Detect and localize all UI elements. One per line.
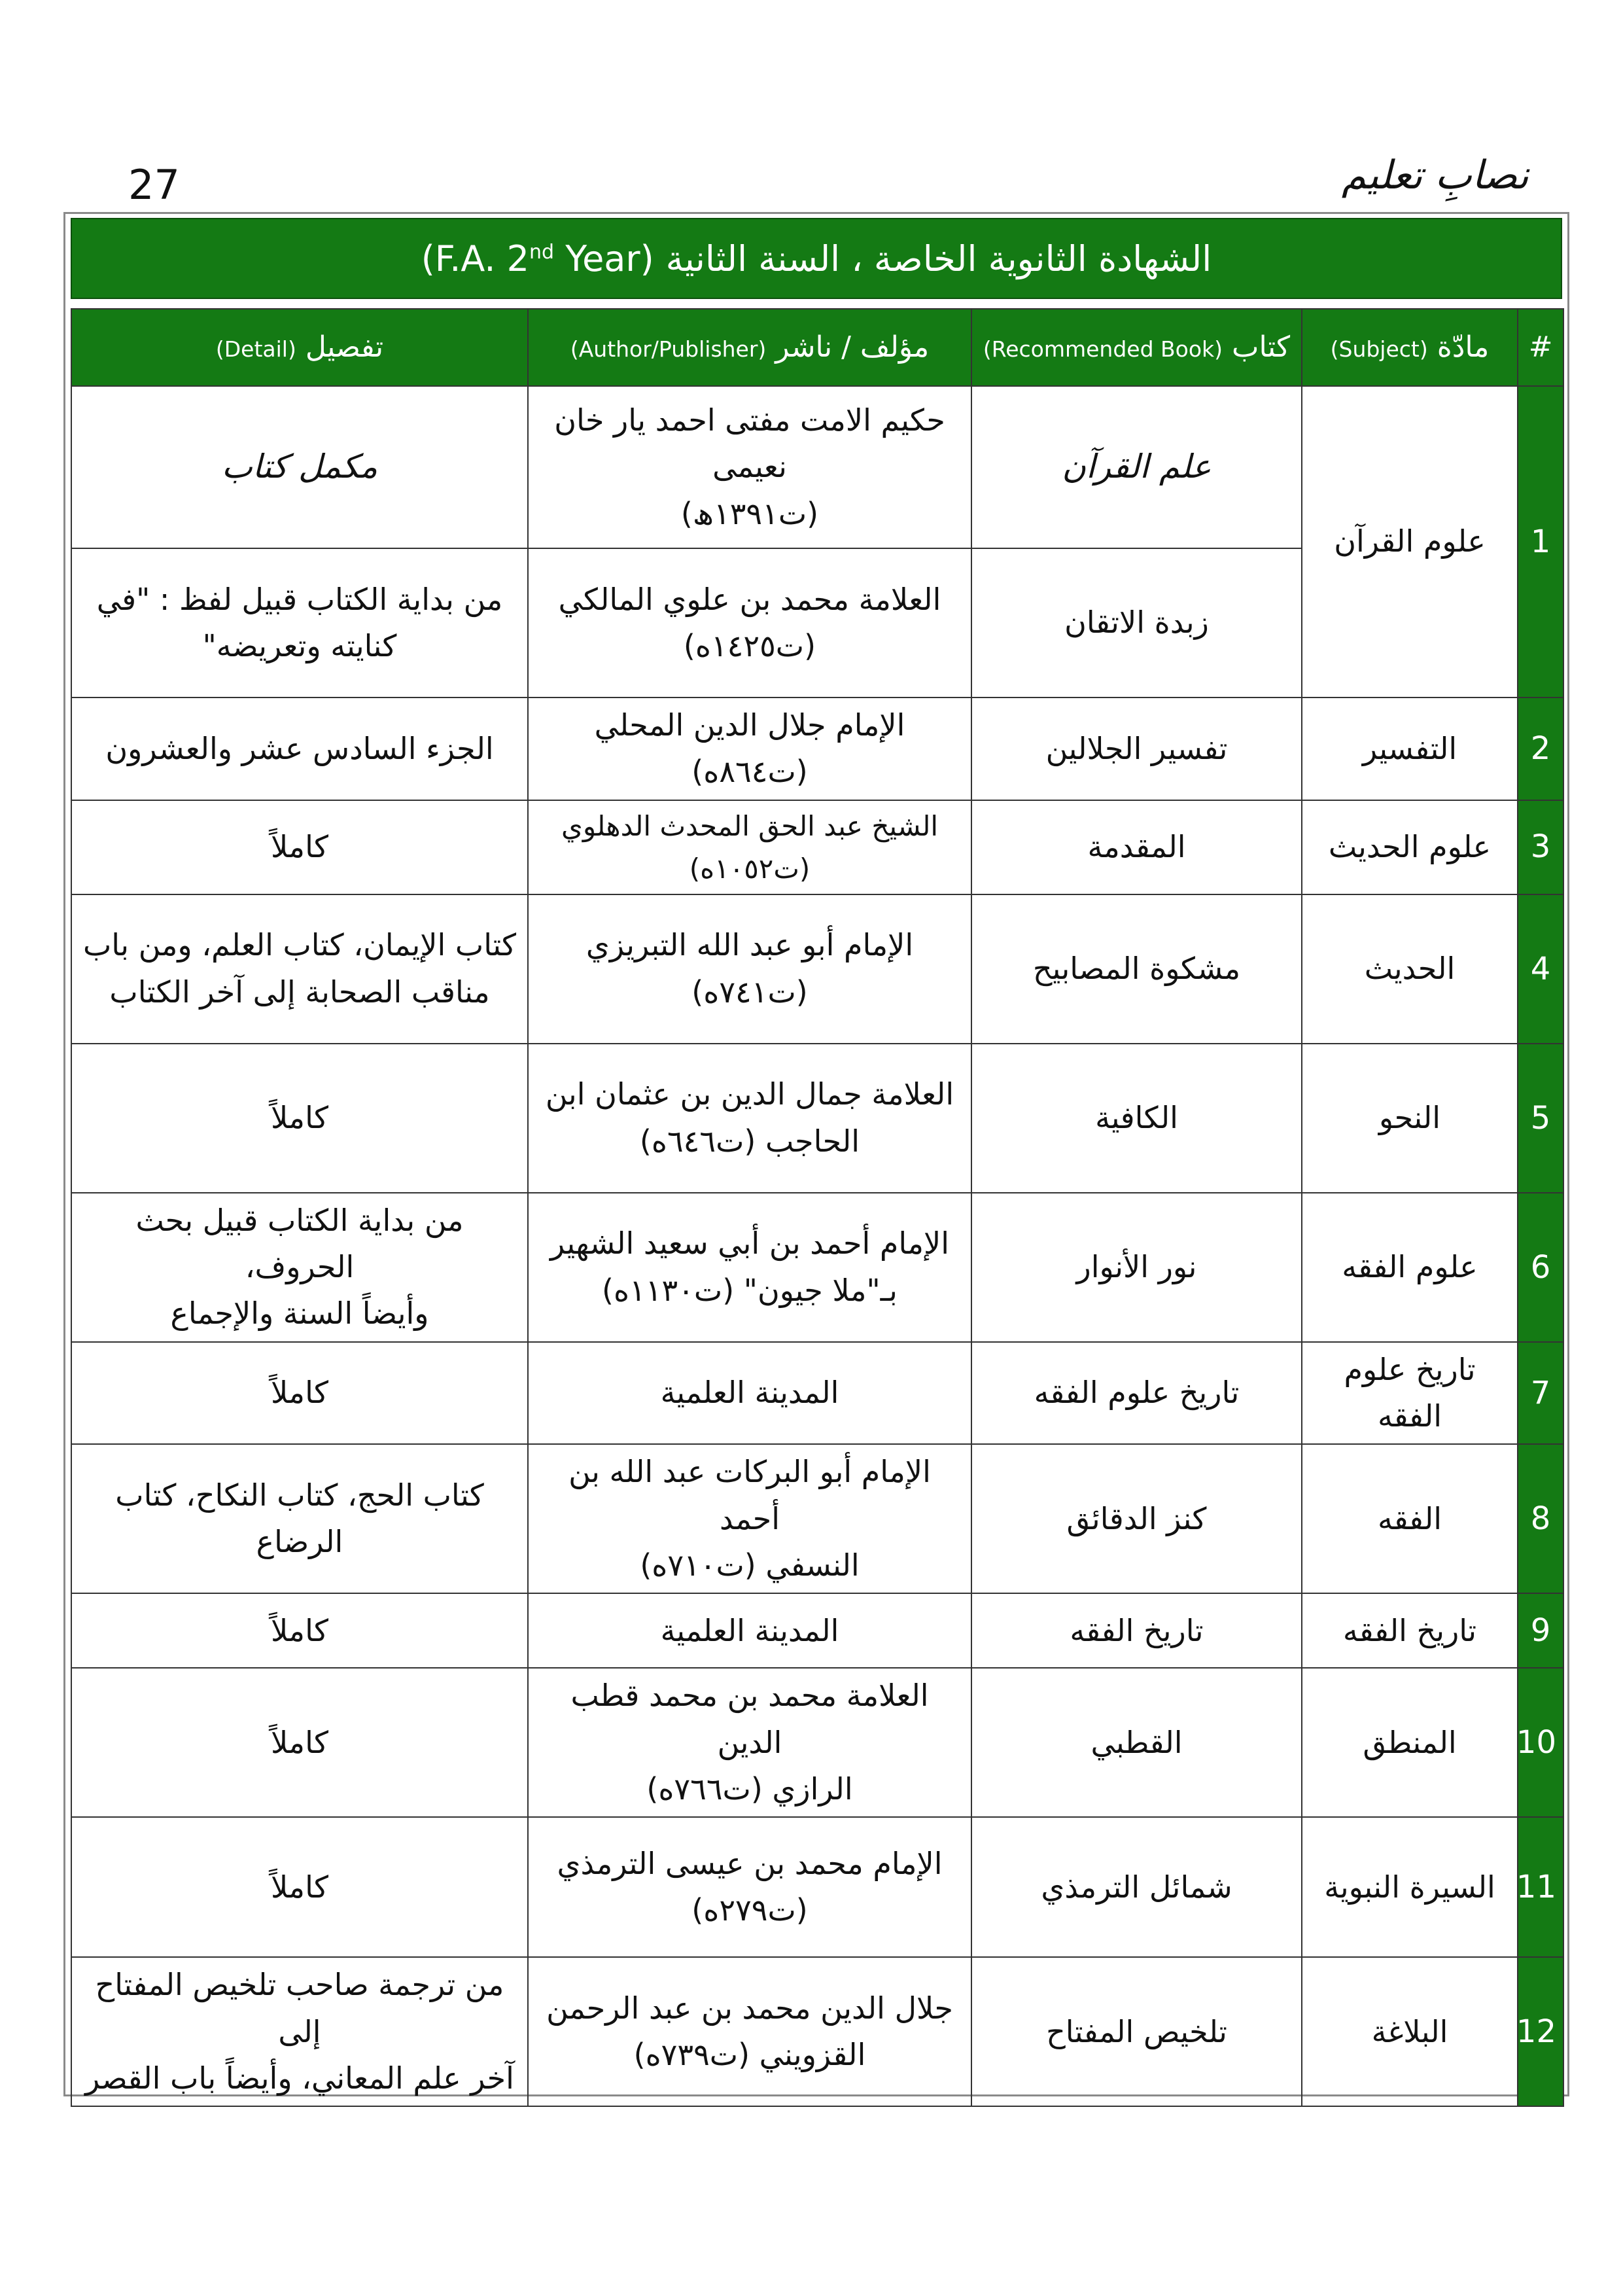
page-number: 27 [128, 161, 180, 209]
author-line-2: النسفي (ت٧١٠ه) [640, 1547, 860, 1583]
row-number: 3 [1518, 800, 1563, 894]
curriculum-table [71, 308, 1564, 2107]
table-row [71, 1668, 1563, 1817]
author-cell: المدينة العلمية [528, 1593, 971, 1668]
subject-cell: المنطق [1302, 1668, 1518, 1817]
author-line-1: الإمام محمد بن عيسى الترمذي [557, 1846, 943, 1882]
author-line-2: القزويني (ت٧٣٩ه) [633, 2037, 866, 2073]
row-number: 4 [1518, 894, 1563, 1044]
book-cell: علم القرآن [971, 386, 1302, 548]
detail-line-2: الرضاع [256, 1524, 343, 1560]
author-cell [528, 1193, 971, 1342]
banner-english-post: Year) [554, 238, 654, 279]
book-cell: تاريخ علوم الفقه [971, 1342, 1302, 1445]
row-number: 5 [1518, 1044, 1563, 1193]
table-row [71, 1342, 1563, 1445]
author-line-2: (ت٢٧٩ه) [691, 1892, 808, 1928]
author-cell [528, 1957, 971, 2106]
col-header-book [971, 309, 1302, 386]
subject-cell: علوم الفقه [1302, 1193, 1518, 1342]
author-cell [528, 1044, 971, 1193]
col-header-author-ar: مؤلف / ناشر [775, 330, 930, 364]
detail-cell: الجزء السادس عشر والعشرون [71, 698, 528, 800]
subject-cell: علوم القرآن [1302, 386, 1518, 698]
row-number: 8 [1518, 1444, 1563, 1593]
col-header-subject [1302, 309, 1518, 386]
author-line-1: حکیم الامت مفتی احمد یار خان نعیمی [554, 402, 945, 485]
detail-line-2: وأيضاً السنة والإجماع [170, 1296, 429, 1332]
book-cell: تاريخ الفقه [971, 1593, 1302, 1668]
author-line-1: الإمام أحمد بن أبي سعيد الشهير [550, 1226, 950, 1262]
table-row [71, 1444, 1563, 1593]
author-cell: الإمام أبو عبد الله التبريزي (ت٧٤١ه) [528, 894, 971, 1044]
detail-cell: كاملاً [71, 1668, 528, 1817]
banner-english-sup: nd [529, 240, 555, 264]
book-cell: تلخيص المفتاح [971, 1957, 1302, 2106]
col-header-subject-en: (Subject) [1330, 336, 1428, 362]
detail-cell [71, 1193, 528, 1342]
author-line-1: العلامة محمد بن محمد قطب الدين [570, 1678, 929, 1760]
book-cell: شمائل الترمذي [971, 1817, 1302, 1957]
author-line-1: العلامة محمد بن علوي المالكي [558, 581, 941, 617]
book-cell: زبدة الاتقان [971, 548, 1302, 698]
detail-line-1: من بداية الكتاب قبيل لفظ : "في [96, 581, 503, 617]
col-header-detail-en: (Detail) [215, 336, 296, 362]
detail-line-2: آخر علم المعاني، وأيضاً باب القصر [85, 2060, 514, 2096]
banner-english-pre: (F.A. 2 [421, 238, 530, 279]
detail-cell [71, 548, 528, 698]
running-title: نصابِ تعلیم [1341, 152, 1529, 198]
author-line-1: العلامة جمال الدين بن عثمان ابن [545, 1076, 954, 1112]
book-cell: تفسير الجلالين [971, 698, 1302, 800]
book-cell: المقدمة [971, 800, 1302, 894]
table-row [71, 698, 1563, 800]
author-cell [528, 1817, 971, 1957]
author-cell [528, 1668, 971, 1817]
table-row [71, 386, 1563, 548]
author-line-2: (ت۱۳۹۱ھ) [680, 495, 819, 531]
book-cell: نور الأنوار [971, 1193, 1302, 1342]
subject-cell: النحو [1302, 1044, 1518, 1193]
author-cell [528, 386, 971, 548]
book-cell: القطبي [971, 1668, 1302, 1817]
detail-cell: كاملاً [71, 1342, 528, 1445]
col-header-author [528, 309, 971, 386]
author-line-2: (ت١٤٢٥ه) [683, 628, 816, 663]
subject-cell: السيرة النبوية [1302, 1817, 1518, 1957]
author-line-1: جلال الدين محمد بن عبد الرحمن [546, 1990, 953, 2026]
banner-title-arabic: الشهادة الثانوية الخاصة ، السنة الثانية [665, 238, 1212, 279]
author-cell [528, 1444, 971, 1593]
detail-cell: كاملاً [71, 1044, 528, 1193]
author-cell: الإمام جلال الدين المحلي (ت٨٦٤ه) [528, 698, 971, 800]
author-cell: المدينة العلمية [528, 1342, 971, 1445]
table-row [71, 800, 1563, 894]
detail-cell [71, 1444, 528, 1593]
detail-line-1: كتاب الحج، كتاب النكاح، كتاب [115, 1477, 484, 1513]
detail-cell: مکمل کتاب [71, 386, 528, 548]
subject-cell: البلاغة [1302, 1957, 1518, 2106]
table-header-row [71, 309, 1563, 386]
author-line-1: الإمام أبو البركات عبد الله بن أحمد [568, 1454, 931, 1536]
subject-cell: التفسير [1302, 698, 1518, 800]
row-number: 2 [1518, 698, 1563, 800]
table-row [71, 1044, 1563, 1193]
col-header-subject-ar: مادّة [1437, 330, 1490, 364]
section-banner [71, 218, 1562, 299]
table-row [71, 894, 1563, 1044]
col-header-book-ar: كتاب [1232, 330, 1291, 364]
detail-line-1: كتاب الإيمان، كتاب العلم، ومن باب [82, 927, 517, 963]
detail-cell: كاملاً [71, 1593, 528, 1668]
subject-cell: تاريخ الفقه [1302, 1593, 1518, 1668]
subject-cell: الفقه [1302, 1444, 1518, 1593]
banner-title-english [421, 238, 654, 279]
subject-cell: الحديث [1302, 894, 1518, 1044]
subject-cell: علوم الحديث [1302, 800, 1518, 894]
detail-line-2: كنايته وتعريضه" [202, 628, 397, 663]
row-number: 6 [1518, 1193, 1563, 1342]
col-header-num: # [1518, 309, 1563, 386]
book-cell: كنز الدقائق [971, 1444, 1302, 1593]
row-number: 9 [1518, 1593, 1563, 1668]
detail-line-1: من ترجمة صاحب تلخيص المفتاح إلى [95, 1967, 504, 2049]
detail-cell [71, 894, 528, 1044]
table-row [71, 1817, 1563, 1957]
row-number: 7 [1518, 1342, 1563, 1445]
col-header-detail [71, 309, 528, 386]
detail-cell: كاملاً [71, 1817, 528, 1957]
author-line-2: الحاجب (ت٦٤٦ه) [639, 1123, 860, 1159]
detail-line-1: من بداية الكتاب قبيل بحث الحروف، [135, 1202, 464, 1285]
book-cell: مشكوة المصابيح [971, 894, 1302, 1044]
row-number: 12 [1518, 1957, 1563, 2106]
detail-cell [71, 1957, 528, 2106]
table-row [71, 1957, 1563, 2106]
row-number: 1 [1518, 386, 1563, 698]
detail-cell: كاملاً [71, 800, 528, 894]
row-number: 10 [1518, 1668, 1563, 1817]
author-line-2: الرازي (ت٧٦٦ه) [646, 1771, 853, 1807]
subject-cell: تاريخ علوم الفقه [1302, 1342, 1518, 1445]
author-cell: الشيخ عبد الحق المحدث الدهلوي (ت١٠٥٢ه) [528, 800, 971, 894]
author-cell [528, 548, 971, 698]
table-row [71, 1593, 1563, 1668]
col-header-book-en: (Recommended Book) [983, 336, 1223, 362]
author-line-2: بـ"ملا جيون" (ت١١٣٠ه) [602, 1272, 898, 1308]
col-header-author-en: (Author/Publisher) [570, 336, 767, 362]
table-row [71, 1193, 1563, 1342]
book-cell: الكافية [971, 1044, 1302, 1193]
detail-line-2: مناقب الصحابة إلى آخر الكتاب [109, 974, 490, 1010]
row-number: 11 [1518, 1817, 1563, 1957]
col-header-detail-ar: تفصيل [305, 330, 384, 364]
